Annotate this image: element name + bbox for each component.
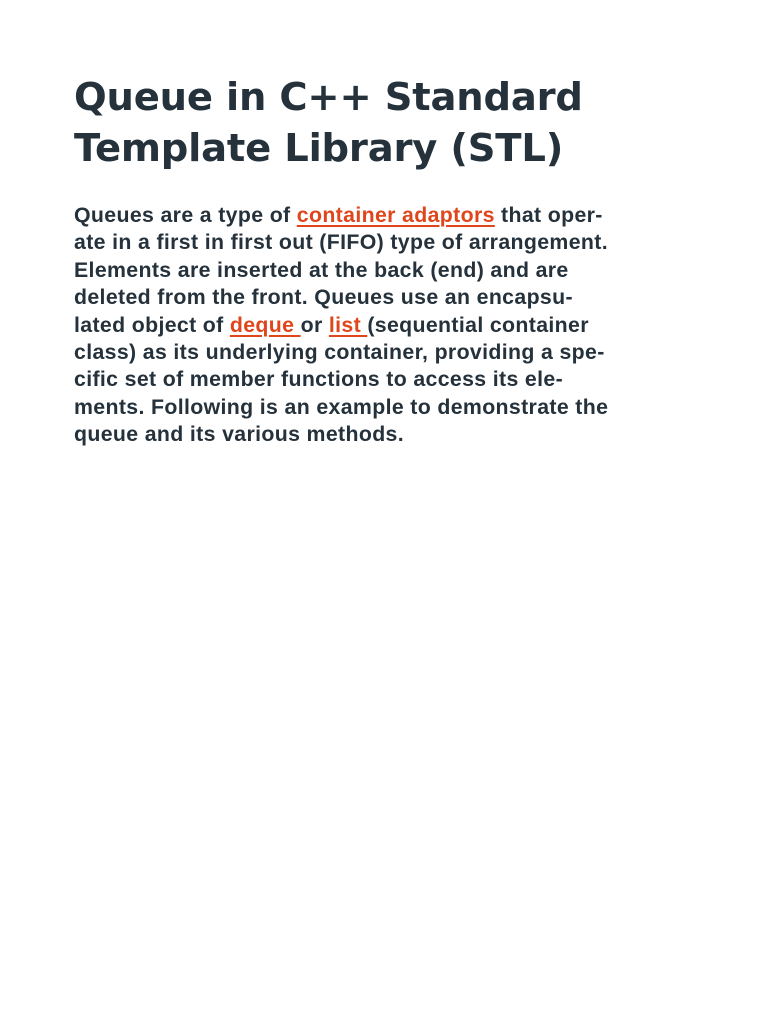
title-line-2: Template Library (STL) <box>74 126 564 171</box>
title-line-1: Queue in C++ Standard <box>74 75 583 120</box>
article <box>74 72 700 449</box>
intro-paragraph <box>74 202 700 449</box>
paragraph-text: queue and its various methods. <box>74 422 405 447</box>
paragraph-text: or <box>300 312 329 337</box>
list-link[interactable]: list <box>328 312 368 337</box>
deque-link[interactable]: deque <box>229 312 301 337</box>
paragraph-text: deleted from the front. Queues use an encapsu- <box>74 285 573 310</box>
container-adaptors-link[interactable]: container adaptors <box>296 203 495 227</box>
paragraph-text: ate in a first in first out (FIFO) type of arrangement. <box>74 230 608 255</box>
paragraph-text: (sequential container <box>367 312 589 337</box>
paragraph-text: class) as its underlying container, providing a spe- <box>74 340 605 365</box>
paragraph-text: Elements are inserted at the back (end) and are <box>74 257 569 282</box>
paragraph-text: Queues are a type of <box>74 203 297 227</box>
paragraph-text: lated object of <box>74 312 230 337</box>
paragraph-text: ments. Following is an example to demonstrate the <box>74 394 609 419</box>
paragraph-text: that oper- <box>494 203 603 227</box>
paragraph-text: cific set of member functions to access its ele- <box>74 367 564 392</box>
page-title <box>74 72 700 174</box>
